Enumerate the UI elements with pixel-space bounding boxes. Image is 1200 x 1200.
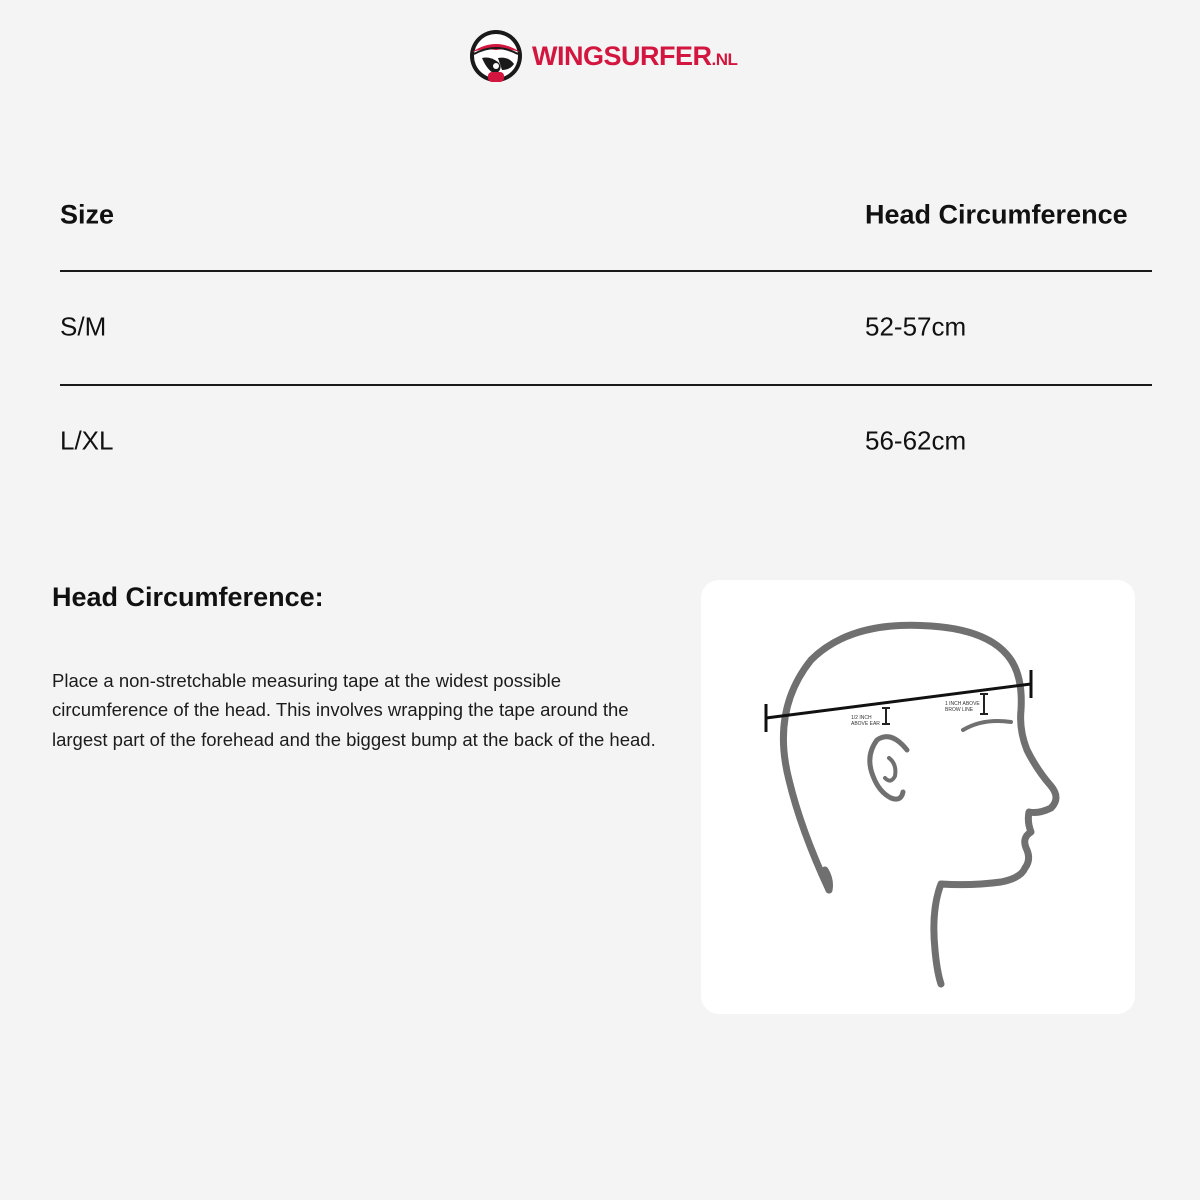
table-row: [60, 386, 1152, 498]
row-circumference: 56-62cm: [865, 425, 967, 456]
row-circumference: 52-57cm: [865, 311, 967, 342]
table-header-row: [60, 160, 1152, 272]
section-body: Place a non-stretchable measuring tape at the widest possible circumference of the head. This involves wrapping the tape around the largest part of the forehead and the biggest bump at the back of the head.: [52, 670, 656, 750]
brow-label-line2: BROW LINE: [945, 707, 974, 713]
header-size: Size: [60, 199, 115, 230]
ear-label-line1: 1/2 INCH: [851, 715, 872, 721]
size-chart-table: [60, 160, 1152, 498]
row-size: S/M: [60, 311, 107, 342]
brand-name: WINGSURFER: [532, 40, 712, 71]
wing-surfer-emblem-icon: [468, 28, 524, 84]
ear-label-line2: ABOVE EAR: [851, 721, 880, 727]
section-title: Head Circumference:: [52, 582, 324, 612]
brand-logo[interactable]: [468, 28, 737, 84]
header-head-circumference: Head Circumference: [865, 199, 1128, 230]
head-measurement-diagram-icon: [701, 580, 1135, 1014]
brand-suffix: .NL: [711, 49, 738, 69]
illustration-card: [701, 580, 1135, 1014]
brow-label-line1: 1 INCH ABOVE: [945, 701, 980, 707]
brand-wordmark: [532, 41, 737, 72]
table-row: [60, 272, 1152, 386]
row-size: L/XL: [60, 425, 114, 456]
